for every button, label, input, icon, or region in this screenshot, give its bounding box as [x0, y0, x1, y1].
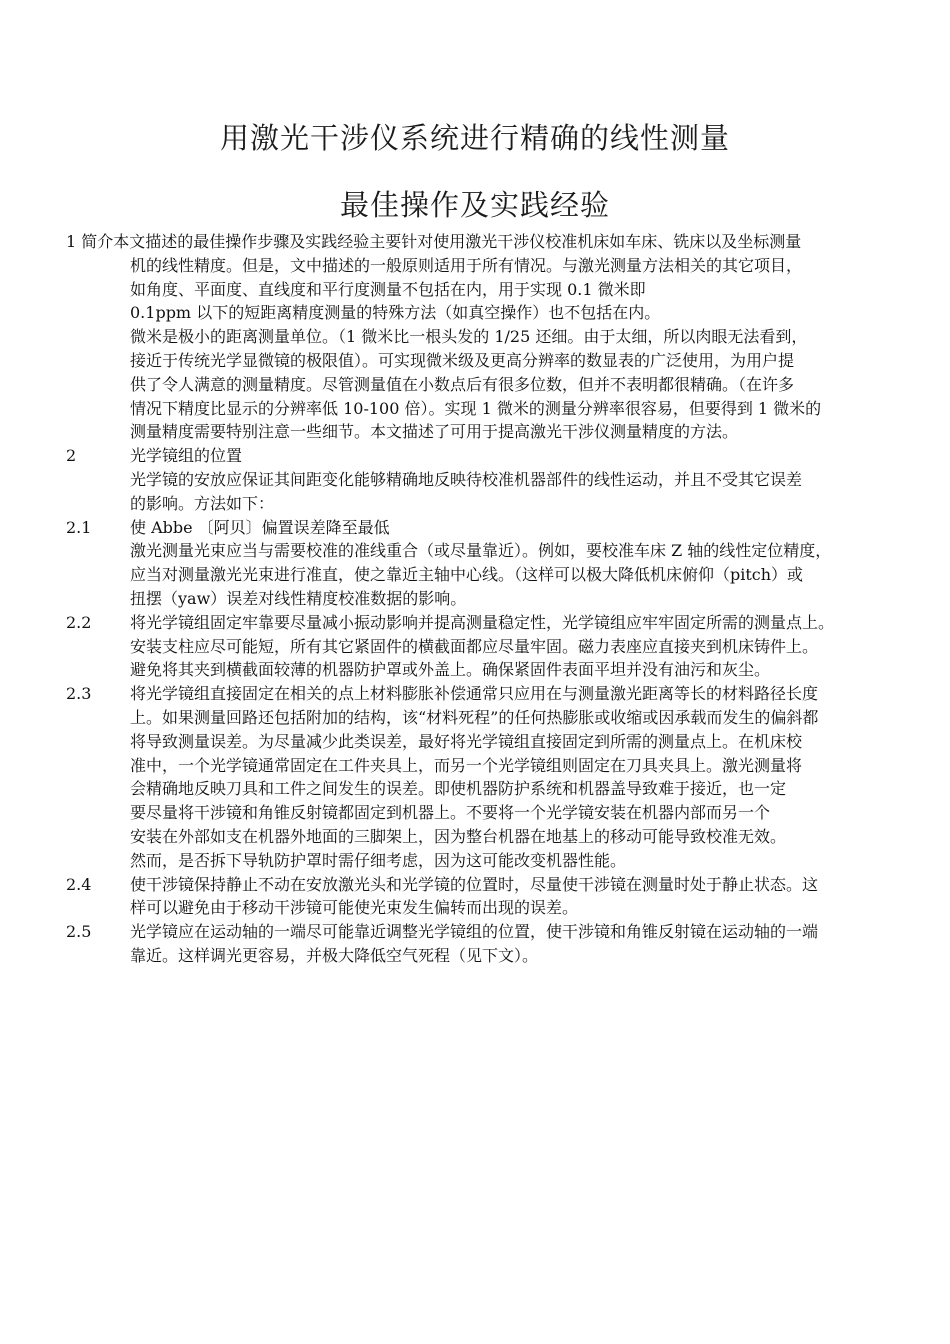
section-number: 1 — [66, 232, 77, 251]
paragraph-line: 光学镜的安放应保证其间距变化能够精确地反映待校准机器部件的线性运动，并且不受其它误差 — [130, 469, 803, 489]
paragraph-line: 扭摆（yaw）误差对线性精度校准数据的影响。 — [130, 588, 467, 608]
paragraph-line: 将光学镜组固定牢靠要尽量减小振动影响并提高测量稳定性，光学镜组应牢牢固定所需的测量点上。 — [130, 612, 835, 632]
document-subtitle: 最佳操作及实践经验 — [339, 188, 610, 222]
paragraph-line: 的影响。方法如下： — [130, 493, 275, 513]
paragraph-line: 光学镜应在运动轴的一端尽可能靠近调整光学镜组的位置，使干涉镜和角锥反射镜在运动轴的一端 — [130, 922, 819, 942]
paragraph-line: 接近于传统光学显微镜的极限值）。可实现微米级及更高分辨率的数显表的广泛使用，为用户提 — [130, 350, 795, 370]
section-2-4 — [66, 873, 916, 921]
section-number: 2.4 — [66, 874, 92, 894]
paragraph-line: 激光测量光束应当与需要校准的准线重合（或尽量靠近）。例如，要校准车床 Z 轴的线性定位精度， — [130, 541, 832, 561]
paragraph-line: 上。如果测量回路还包括附加的结构，该“材料死程”的任何热膨胀或收缩或因承载而发生的偏斜都 — [130, 707, 819, 727]
section-2-3 — [66, 682, 916, 872]
paragraph-line: 测量精度需要特别注意一些细节。本文描述了可用于提高激光干涉仪测量精度的方法。 — [130, 422, 739, 442]
section-1-first-line — [66, 230, 916, 254]
paragraph-line: 机的线性精度。但是，文中描述的一般原则适用于所有情况。与激光测量方法相关的其它项目， — [130, 255, 803, 275]
paragraph-line: 然而，是否拆下导轨防护罩时需仔细考虑，因为这可能改变机器性能。 — [130, 850, 627, 870]
paragraph-line: 微米是极小的距离测量单位。（1 微米比一根头发的 1/25 还细。由于太细，所以肉眼无法看到， — [130, 327, 808, 347]
paragraph-line: 应当对测量激光光束进行准直，使之靠近主轴中心线。（这样可以极大降低机床俯仰（pitch）或 — [130, 565, 804, 585]
section-2-5 — [66, 920, 916, 968]
paragraph-line: 使干涉镜保持静止不动在安放激光头和光学镜的位置时，尽量使干涉镜在测量时处于静止状态。这 — [130, 874, 819, 894]
section-number: 2.2 — [66, 612, 92, 632]
document-body — [66, 230, 916, 968]
paragraph-line: 0.1ppm 以下的短距离精度测量的特殊方法（如真空操作）也不包括在内。 — [130, 303, 661, 323]
section-heading: 使 Abbe 〔阿贝〕偏置误差降至最低 — [130, 517, 390, 537]
paragraph-line: 靠近。这样调光更容易，并极大降低空气死程（见下文）。 — [130, 945, 539, 965]
paragraph-line: 样可以避免由于移动干涉镜可能使光束发生偏转而出现的误差。 — [130, 898, 579, 918]
paragraph-line: 安装在外部如支在机器外地面的三脚架上，因为整台机器在地基上的移动可能导致校准无效。 — [130, 826, 787, 846]
section-heading: 光学镜组的位置 — [130, 446, 243, 466]
paragraph-line: 准中，一个光学镜通常固定在工件夹具上，而另一个光学镜组则固定在刀具夹具上。激光测量将 — [130, 755, 803, 775]
paragraph-line: 会精确地反映刀具和工件之间发生的误差。即使机器防护系统和机器盖导致难于接近，也一定 — [130, 779, 787, 799]
section-number: 2.5 — [66, 922, 92, 942]
section-2-1 — [66, 516, 916, 611]
section-2-2 — [66, 611, 916, 682]
section-text: 简介本文描述的最佳操作步骤及实践经验主要针对使用激光干涉仪校准机床如车床、铣床以及坐标测量 — [81, 232, 802, 251]
section-2 — [66, 444, 916, 515]
paragraph-line: 供了令人满意的测量精度。尽管测量值在小数点后有很多位数，但并不表明都很精确。（在许多 — [130, 374, 795, 394]
paragraph-line: 安装支柱应尽可能短，所有其它紧固件的横截面都应尽量牢固。磁力表座应直接夹到机床铸件上。 — [130, 636, 819, 656]
paragraph-line: 要尽量将干涉镜和角锥反射镜都固定到机器上。不要将一个光学镜安装在机器内部而另一个 — [130, 803, 771, 823]
paragraph-line: 将导致测量误差。为尽量减少此类误差，最好将光学镜组直接固定到所需的测量点上。在机床校 — [130, 731, 803, 751]
paragraph-line: 情况下精度比显示的分辨率低 10-100 倍）。实现 1 微米的测量分辨率很容易，但要得到 1 微米的 — [130, 398, 822, 418]
section-number: 2 — [66, 446, 77, 466]
section-1 — [66, 230, 916, 444]
document-title: 用激光干涉仪系统进行精确的线性测量 — [219, 121, 730, 155]
paragraph-line: 将光学镜组直接固定在相关的点上材料膨胀补偿通常只应用在与测量激光距离等长的材料路径长度 — [130, 684, 819, 704]
section-number: 2.1 — [66, 517, 92, 537]
section-number: 2.3 — [66, 684, 92, 704]
paragraph-line: 如角度、平面度、直线度和平行度测量不包括在内，用于实现 0.1 微米即 — [130, 279, 646, 299]
paragraph-line: 避免将其夹到横截面较薄的机器防护罩或外盖上。确保紧固件表面平坦并没有油污和灰尘。 — [130, 660, 771, 680]
